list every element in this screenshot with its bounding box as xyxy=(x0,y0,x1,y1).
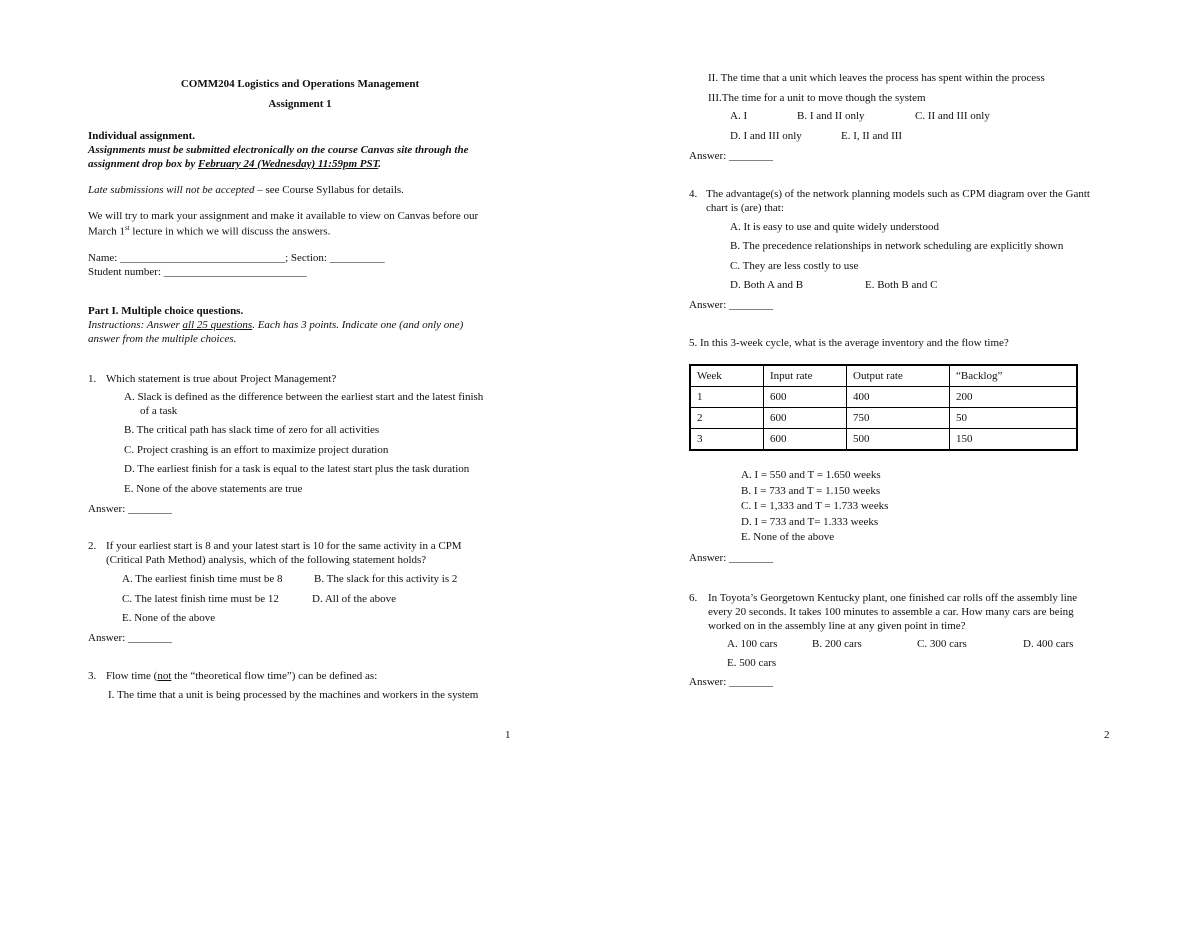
q2-option-e: E. None of the above xyxy=(122,612,216,624)
instructions-line-2: answer from the multiple choices. xyxy=(88,333,237,345)
marking-line-2 xyxy=(88,224,330,240)
q6-option-d: D. 400 cars xyxy=(1023,638,1074,650)
cell-output-rate: 400 xyxy=(847,387,950,408)
instructions-prefix: Instructions: Answer xyxy=(88,319,183,331)
name-section-field: Name: ______________________________; Section: __________ xyxy=(88,252,385,264)
individual-heading: Individual assignment. xyxy=(88,130,195,142)
q6-option-a: A. 100 cars xyxy=(727,638,778,650)
q1-question: Which statement is true about Project Management? xyxy=(106,373,337,385)
header-input-rate: Input rate xyxy=(764,365,847,387)
marking-date-sup: st xyxy=(124,224,130,232)
cell-backlog: 50 xyxy=(950,408,1078,429)
q6-question-line-2: every 20 seconds. It takes 100 minutes to assemble a car. How many cars are being xyxy=(708,606,1074,618)
submission-prefix: assignment drop box by xyxy=(88,158,199,170)
cell-week: 3 xyxy=(690,429,764,451)
q5-answer-blank: Answer: ________ xyxy=(689,552,774,564)
q6-option-e: E. 500 cars xyxy=(727,657,777,669)
marking-rest: lecture in which we will discuss the answers. xyxy=(129,225,331,238)
q2-option-b: B. The slack for this activity is 2 xyxy=(314,573,458,585)
late-policy-italic: Late submissions will not be accepted xyxy=(88,184,255,196)
q4-answer-blank: Answer: ________ xyxy=(689,299,774,311)
part1-heading: Part I. Multiple choice questions. xyxy=(88,305,244,317)
q2-number: 2. xyxy=(88,540,97,552)
q3-option-c: C. II and III only xyxy=(915,110,990,122)
submission-deadline: February 24 (Wednesday) 11:59pm PST xyxy=(198,158,379,170)
q3-option-a: A. I xyxy=(730,110,748,122)
q2-option-c: C. The latest finish time must be 12 xyxy=(122,593,279,605)
table-header-row xyxy=(690,365,1077,387)
q2-question-line-1: If your earliest start is 8 and your latest start is 10 for the same activity in a CPM xyxy=(106,540,462,552)
q5-option-e: E. None of the above xyxy=(741,531,835,543)
q4-option-d: D. Both A and B xyxy=(730,279,804,291)
page-title: COMM204 Logistics and Operations Management xyxy=(180,78,420,90)
q6-option-c: C. 300 cars xyxy=(917,638,967,650)
q3-statement-ii: II. The time that a unit which leaves the process has spent within the process xyxy=(708,72,1045,84)
cell-week: 2 xyxy=(690,408,764,429)
backlog-table xyxy=(689,364,1078,451)
q1-option-c: C. Project crashing is an effort to maximize project duration xyxy=(124,444,389,456)
q1-option-b: B. The critical path has slack time of zero for all activities xyxy=(124,424,380,436)
q6-question-line-3: worked on in the assembly line at any given point in time? xyxy=(708,620,966,632)
header-backlog: “Backlog” xyxy=(950,365,1078,387)
submission-line-2 xyxy=(88,157,381,172)
q2-answer-blank: Answer: ________ xyxy=(88,632,173,644)
q3-question-not: not xyxy=(157,670,172,682)
table-row xyxy=(690,387,1077,408)
late-policy xyxy=(88,183,404,198)
table-row xyxy=(690,408,1077,429)
q4-question-line-2: chart is (are) that: xyxy=(706,202,784,214)
q3-option-e: E. I, II and III xyxy=(841,130,903,142)
cell-output-rate: 750 xyxy=(847,408,950,429)
cell-week: 1 xyxy=(690,387,764,408)
q5-option-c: C. I = 1,333 and T = 1.733 weeks xyxy=(741,500,889,512)
page-number-1: 1 xyxy=(505,729,511,741)
q4-option-e: E. Both B and C xyxy=(865,279,938,291)
q3-question-prefix: Flow time ( xyxy=(106,670,158,682)
q3-question xyxy=(106,669,377,684)
q3-statement-iii: III.The time for a unit to move though the system xyxy=(708,92,926,104)
q6-question-line-1: In Toyota’s Georgetown Kentucky plant, one finished car rolls off the assembly line xyxy=(708,592,1078,604)
q4-option-c: C. They are less costly to use xyxy=(730,260,859,272)
q1-option-a: A. Slack is defined as the difference between the earliest start and the latest finish xyxy=(124,391,484,403)
q6-option-b: B. 200 cars xyxy=(812,638,862,650)
instructions-rest: . Each has 3 points. Indicate one (and only one) xyxy=(252,319,464,331)
header-output-rate: Output rate xyxy=(847,365,950,387)
q1-number: 1. xyxy=(88,373,97,385)
q3-answer-blank: Answer: ________ xyxy=(689,150,774,162)
q4-number: 4. xyxy=(689,188,698,200)
q4-question-line-1: The advantage(s) of the network planning models such as CPM diagram over the Gantt xyxy=(706,188,1090,200)
instructions-count: all 25 questions xyxy=(182,319,253,331)
cell-input-rate: 600 xyxy=(764,429,847,451)
q2-question-line-2: (Critical Path Method) analysis, which of the following statement holds? xyxy=(106,554,427,566)
q2-option-d: D. All of the above xyxy=(312,593,397,605)
cell-output-rate: 500 xyxy=(847,429,950,451)
q5-option-a: A. I = 550 and T = 1.650 weeks xyxy=(741,469,881,481)
cell-input-rate: 600 xyxy=(764,387,847,408)
q4-option-a: A. It is easy to use and quite widely understood xyxy=(730,221,939,233)
q3-option-b: B. I and II only xyxy=(797,110,865,122)
submission-dot: . xyxy=(378,158,382,170)
cell-input-rate: 600 xyxy=(764,408,847,429)
submission-line-1: Assignments must be submitted electronically on the course Canvas site through the xyxy=(88,144,469,156)
q6-answer-blank: Answer: ________ xyxy=(689,676,774,688)
q2-option-a: A. The earliest finish time must be 8 xyxy=(122,573,283,585)
instructions-line-1 xyxy=(88,318,463,333)
q1-answer-blank: Answer: ________ xyxy=(88,503,173,515)
header-week: Week xyxy=(690,365,764,387)
marking-date: March 1 xyxy=(88,225,125,238)
q5-question: 5. In this 3-week cycle, what is the average inventory and the flow time? xyxy=(689,337,1009,349)
q4-option-b: B. The precedence relationships in network scheduling are explicitly shown xyxy=(730,240,1064,252)
q3-option-d: D. I and III only xyxy=(730,130,802,142)
student-number-field: Student number: __________________________ xyxy=(88,266,307,278)
q1-option-d: D. The earliest finish for a task is equal to the latest start plus the task duration xyxy=(124,463,470,475)
q1-option-e: E. None of the above statements are true xyxy=(124,483,303,495)
page-number-2: 2 xyxy=(1104,729,1110,741)
late-policy-rest: – see Course Syllabus for details. xyxy=(254,184,404,196)
q1-option-a-cont: of a task xyxy=(140,405,178,417)
q5-option-b: B. I = 733 and T = 1.150 weeks xyxy=(741,485,881,497)
q3-question-rest: the “theoretical flow time”) can be defined as: xyxy=(171,670,378,682)
cell-backlog: 150 xyxy=(950,429,1078,451)
q3-number: 3. xyxy=(88,670,97,682)
table-row xyxy=(690,429,1077,451)
marking-line-1: We will try to mark your assignment and make it available to view on Canvas before our xyxy=(88,210,479,222)
q3-statement-i: I. The time that a unit is being processed by the machines and workers in the system xyxy=(108,689,479,701)
page-subtitle: Assignment 1 xyxy=(268,98,332,110)
q6-number: 6. xyxy=(689,592,698,604)
q5-option-d: D. I = 733 and T= 1.333 weeks xyxy=(741,516,879,528)
cell-backlog: 200 xyxy=(950,387,1078,408)
